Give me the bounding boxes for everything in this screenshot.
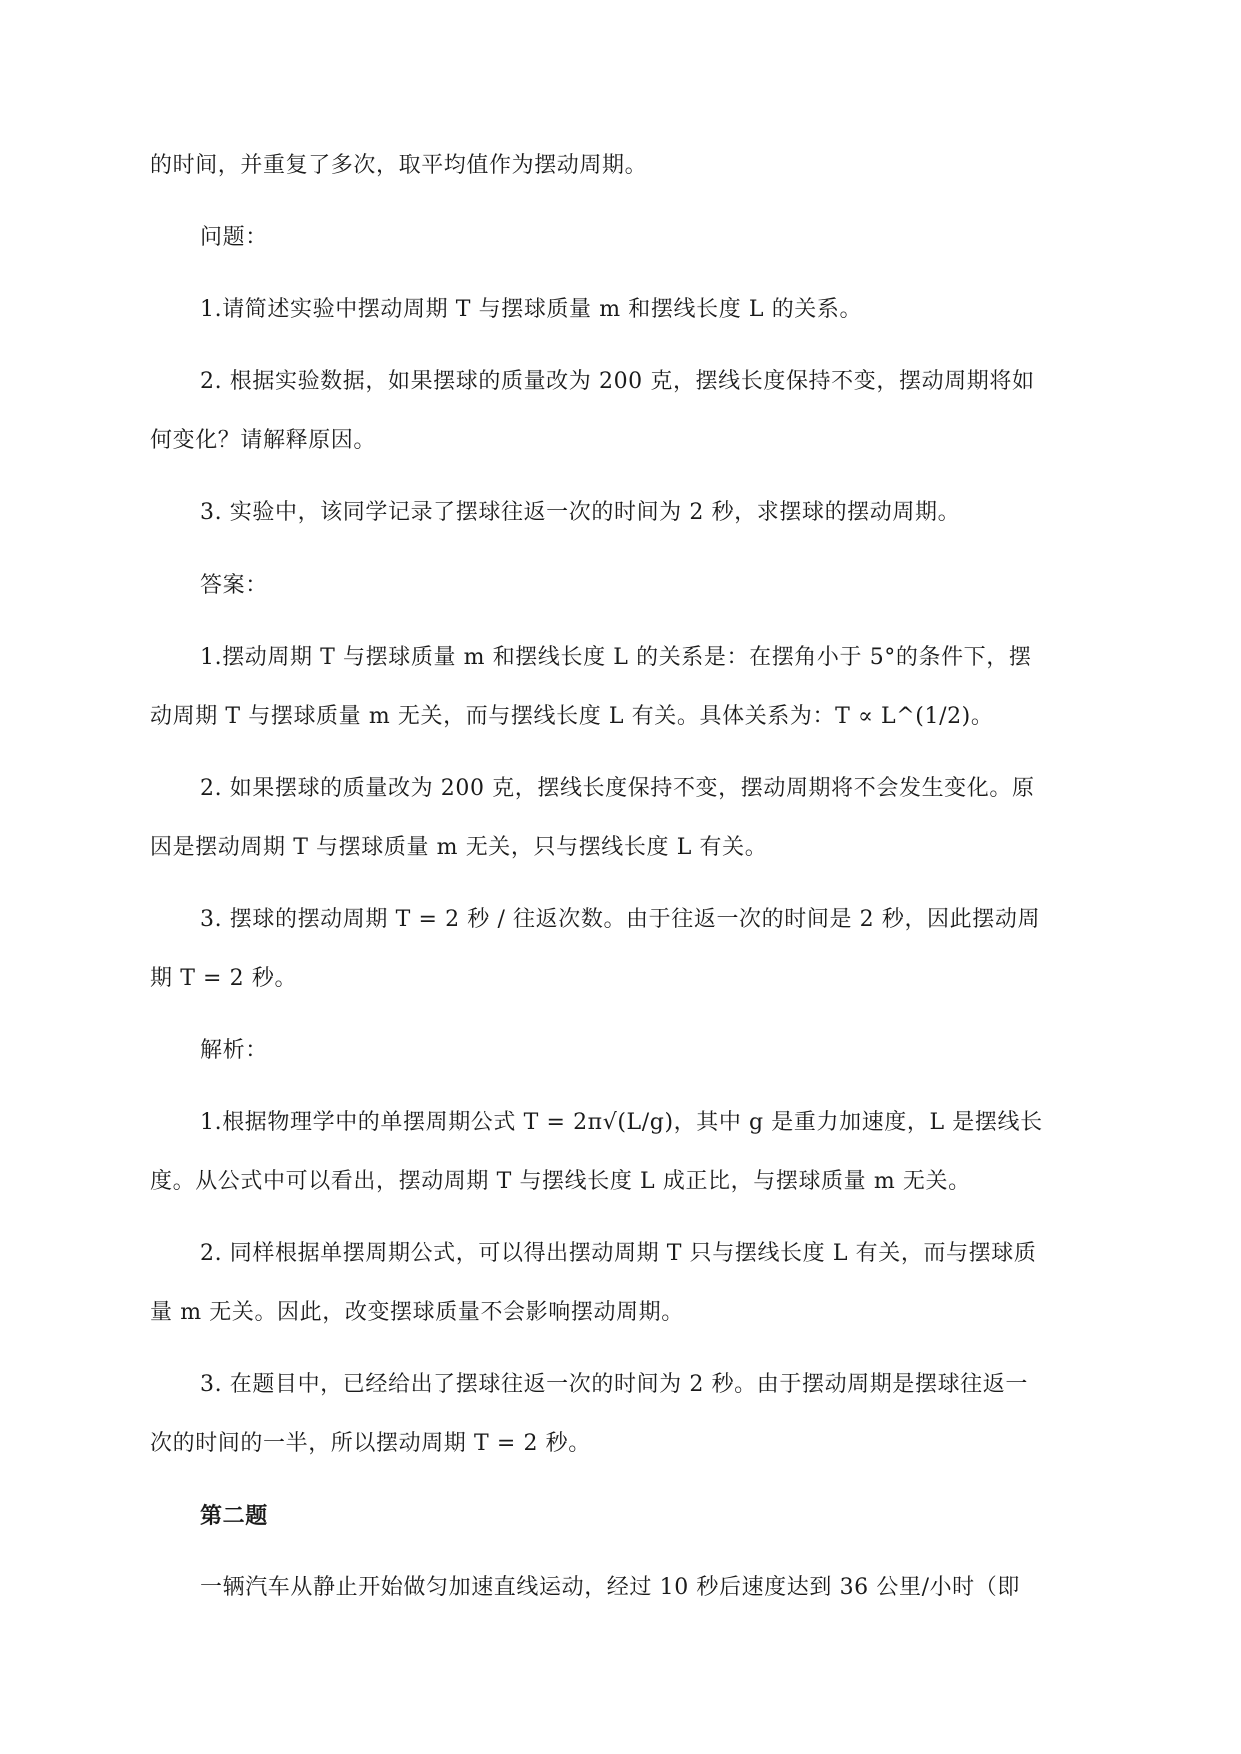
answer-3: 3. 摆球的摆动周期 T = 2 秒 / 往返次数。由于往返一次的时间是 2 秒，因此摆动周	[200, 907, 1041, 932]
answer-1-continued: 动周期 T 与摆球质量 m 无关，而与摆线长度 L 有关。具体关系为：T ∝ L^(1/2)。	[150, 704, 994, 729]
answer-1: 1.摆动周期 T 与摆球质量 m 和摆线长度 L 的关系是：在摆角小于 5°的条件下，摆	[200, 645, 1032, 670]
analysis-2-continued: 量 m 无关。因此，改变摆球质量不会影响摆动周期。	[150, 1300, 684, 1325]
question-3: 3. 实验中，该同学记录了摆球往返一次的时间为 2 秒，求摆球的摆动周期。	[200, 500, 961, 525]
paragraph-line: 的时间，并重复了多次，取平均值作为摆动周期。	[150, 153, 648, 178]
analysis-3-continued: 次的时间的一半，所以摆动周期 T = 2 秒。	[150, 1431, 591, 1456]
analysis-2: 2. 同样根据单摆周期公式，可以得出摆动周期 T 只与摆线长度 L 有关，而与摆球质	[200, 1241, 1037, 1266]
analysis-1-continued: 度。从公式中可以看出，摆动周期 T 与摆线长度 L 成正比，与摆球质量 m 无关。	[150, 1169, 971, 1194]
answer-2-continued: 因是摆动周期 T 与摆球质量 m 无关，只与摆线长度 L 有关。	[150, 835, 768, 860]
section-heading-answers: 答案：	[200, 573, 268, 598]
problem-2-text: 一辆汽车从静止开始做匀加速直线运动，经过 10 秒后速度达到 36 公里/小时（即	[200, 1575, 1020, 1600]
question-1: 1.请简述实验中摆动周期 T 与摆球质量 m 和摆线长度 L 的关系。	[200, 297, 863, 322]
answer-3-continued: 期 T = 2 秒。	[150, 966, 298, 991]
analysis-3: 3. 在题目中，已经给出了摆球往返一次的时间为 2 秒。由于摆动周期是摆球往返一	[200, 1372, 1028, 1397]
analysis-1: 1.根据物理学中的单摆周期公式 T = 2π√(L/g)，其中 g 是重力加速度，L 是摆线长	[200, 1110, 1043, 1135]
answer-2: 2. 如果摆球的质量改为 200 克，摆线长度保持不变，摆动周期将不会发生变化。原	[200, 776, 1035, 801]
section-heading-problem-2: 第二题	[200, 1503, 268, 1529]
section-heading-questions: 问题：	[200, 225, 268, 250]
question-2-continued: 何变化？请解释原因。	[150, 428, 377, 453]
section-heading-analysis: 解析：	[200, 1038, 268, 1063]
question-2: 2. 根据实验数据，如果摆球的质量改为 200 克，摆线长度保持不变，摆动周期将如	[200, 369, 1035, 394]
